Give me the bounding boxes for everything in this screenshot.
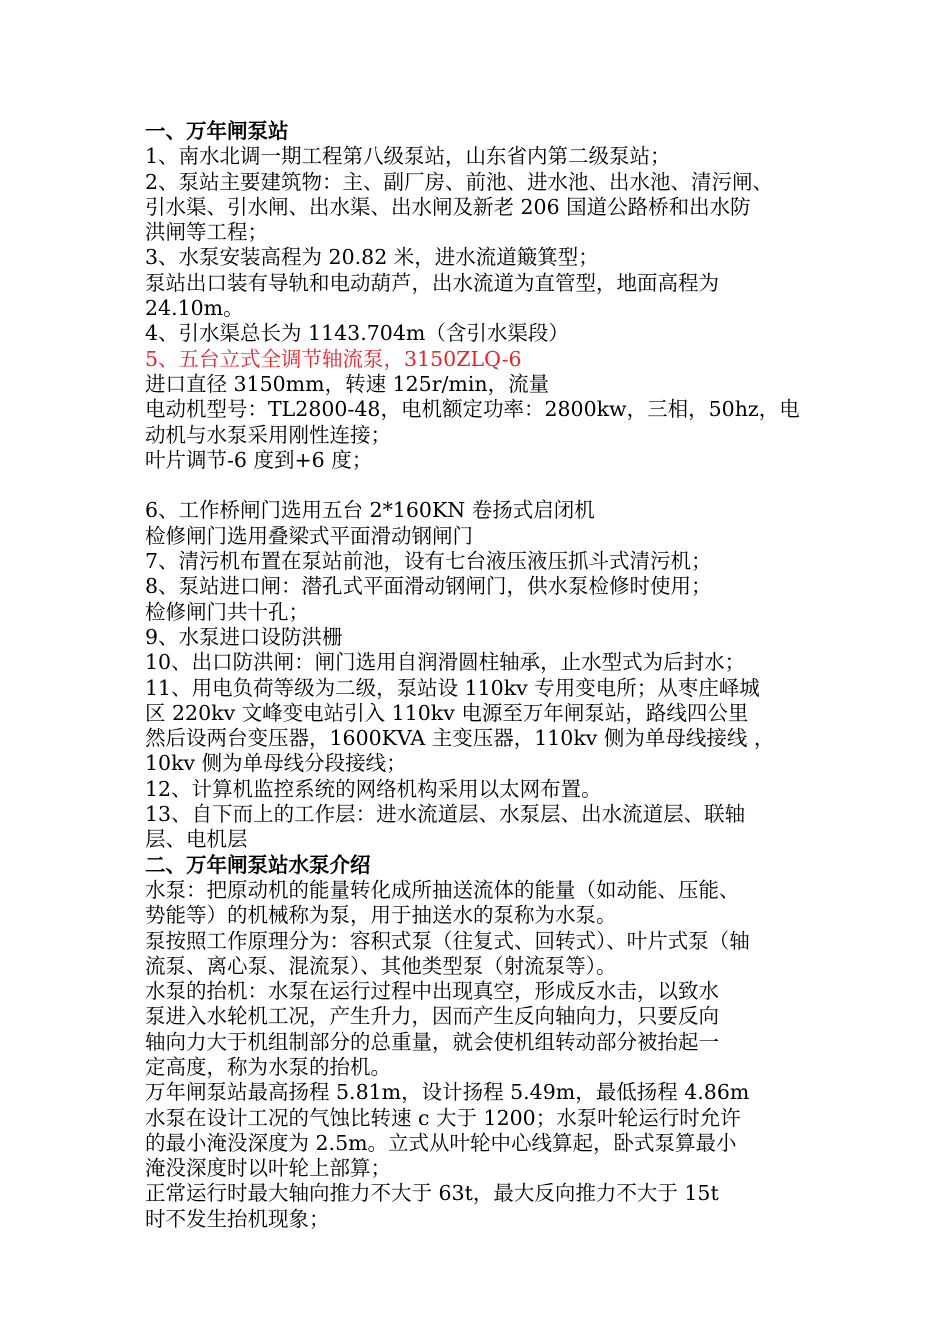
section-heading: 一、万年闸泵站 xyxy=(145,119,289,143)
text-line: 水泵在设计工况的气蚀比转速 c 大于 1200；水泵叶轮运行时允许 xyxy=(145,1105,741,1130)
text-line: 8、泵站进口闸：潜孔式平面滑动钢闸门，供水泵检修时使用； xyxy=(145,574,712,599)
text-line: 水泵的抬机：水泵在运行过程中出现真空，形成反水击，以致水 xyxy=(145,979,719,1004)
text-line: 动机与水泵采用刚性连接； xyxy=(145,422,391,447)
text-line: 检修闸门共十孔； xyxy=(145,599,309,624)
text-line: 泵按照工作原理分为：容积式泵（往复式、回转式）、叶片式泵（轴 xyxy=(145,928,750,953)
text-line: 13、自下而上的工作层：进水流道层、水泵层、出水流道层、联轴 xyxy=(145,802,746,827)
text-line: 定高度，称为水泵的抬机。 xyxy=(145,1054,391,1079)
text-line: 7、清污机布置在泵站前池，设有七台液压液压抓斗式清污机； xyxy=(145,549,712,574)
text-line: 6、工作桥闸门选用五台 2*160KN 卷扬式启闭机 xyxy=(145,498,595,523)
text-line: 泵进入水轮机工况，产生升力，因而产生反向轴向力，只要反向 xyxy=(145,1004,719,1029)
text-line: 1、南水北调一期工程第八级泵站，山东省内第二级泵站； xyxy=(145,144,671,169)
document-body xyxy=(145,119,835,1232)
blank-line xyxy=(145,473,835,498)
text-line: 检修闸门选用叠梁式平面滑动钢闸门 xyxy=(145,523,473,548)
text-line: 正常运行时最大轴向推力不大于 63t，最大反向推力不大于 15t xyxy=(145,1181,719,1206)
text-line: 4、引水渠总长为 1143.704m（含引水渠段） xyxy=(145,321,569,346)
text-line: 24.10m。 xyxy=(145,296,244,321)
text-line: 3、水泵安装高程为 20.82 米，进水流道簸箕型； xyxy=(145,245,599,270)
text-line: 区 220kv 文峰变电站引入 110kv 电源至万年闸泵站，路线四公里 xyxy=(145,700,749,725)
text-line: 引水渠、引水闸、出水渠、出水闸及新老 206 国道公路桥和出水防 xyxy=(145,194,751,219)
text-line: 2、泵站主要建筑物：主、副厂房、前池、进水池、出水池、清污闸、 xyxy=(145,169,774,194)
text-line: 9、水泵进口设防洪栅 xyxy=(145,624,343,649)
text-line: 11、用电负荷等级为二级，泵站设 110kv 专用变电所；从枣庄峄城 xyxy=(145,675,760,700)
text-line: 进口直径 3150mm，转速 125r/min，流量 xyxy=(145,371,550,396)
text-line: 轴向力大于机组制部分的总重量，就会使机组转动部分被抬起一 xyxy=(145,1029,719,1054)
text-line: 10、出口防洪闸：闸门选用自润滑圆柱轴承，止水型式为后封水； xyxy=(145,650,746,675)
text-line: 10kv 侧为单母线分段接线； xyxy=(145,751,407,776)
text-line: 时不发生抬机现象； xyxy=(145,1206,330,1231)
text-line: 淹没深度时以叶轮上部算； xyxy=(145,1156,391,1181)
text-line: 的最小淹没深度为 2.5m。立式从叶轮中心线算起，卧式泵算最小 xyxy=(145,1130,737,1155)
text-line: 电动机型号：TL2800-48，电机额定功率：2800kw，三相，50hz，电 xyxy=(145,397,800,422)
text-line: 流泵、离心泵、混流泵）、其他类型泵（射流泵等）。 xyxy=(145,953,617,978)
text-line: 势能等）的机械称为泵，用于抽送水的泵称为水泵。 xyxy=(145,903,617,928)
highlighted-text-line: 5、五台立式全调节轴流泵，3150ZLQ-6 xyxy=(145,346,522,371)
text-line: 万年闸泵站最高扬程 5.81m，设计扬程 5.49m，最低扬程 4.86m xyxy=(145,1080,750,1105)
section-heading: 二、万年闸泵站水泵介绍 xyxy=(145,852,371,877)
text-line: 12、计算机监控系统的网络机构采用以太网布置。 xyxy=(145,776,602,801)
text-line: 然后设两台变压器，1600KVA 主变压器，110kv 侧为单母线接线 ， xyxy=(145,726,775,751)
text-line: 叶片调节-6 度到+6 度； xyxy=(145,447,373,472)
text-line: 洪闸等工程； xyxy=(145,220,268,245)
text-line: 泵站出口装有导轨和电动葫芦，出水流道为直管型，地面高程为 xyxy=(145,270,719,295)
text-line: 层、电机层 xyxy=(145,827,248,852)
text-line: 水泵：把原动机的能量转化成所抽送流体的能量（如动能、压能、 xyxy=(145,877,740,902)
